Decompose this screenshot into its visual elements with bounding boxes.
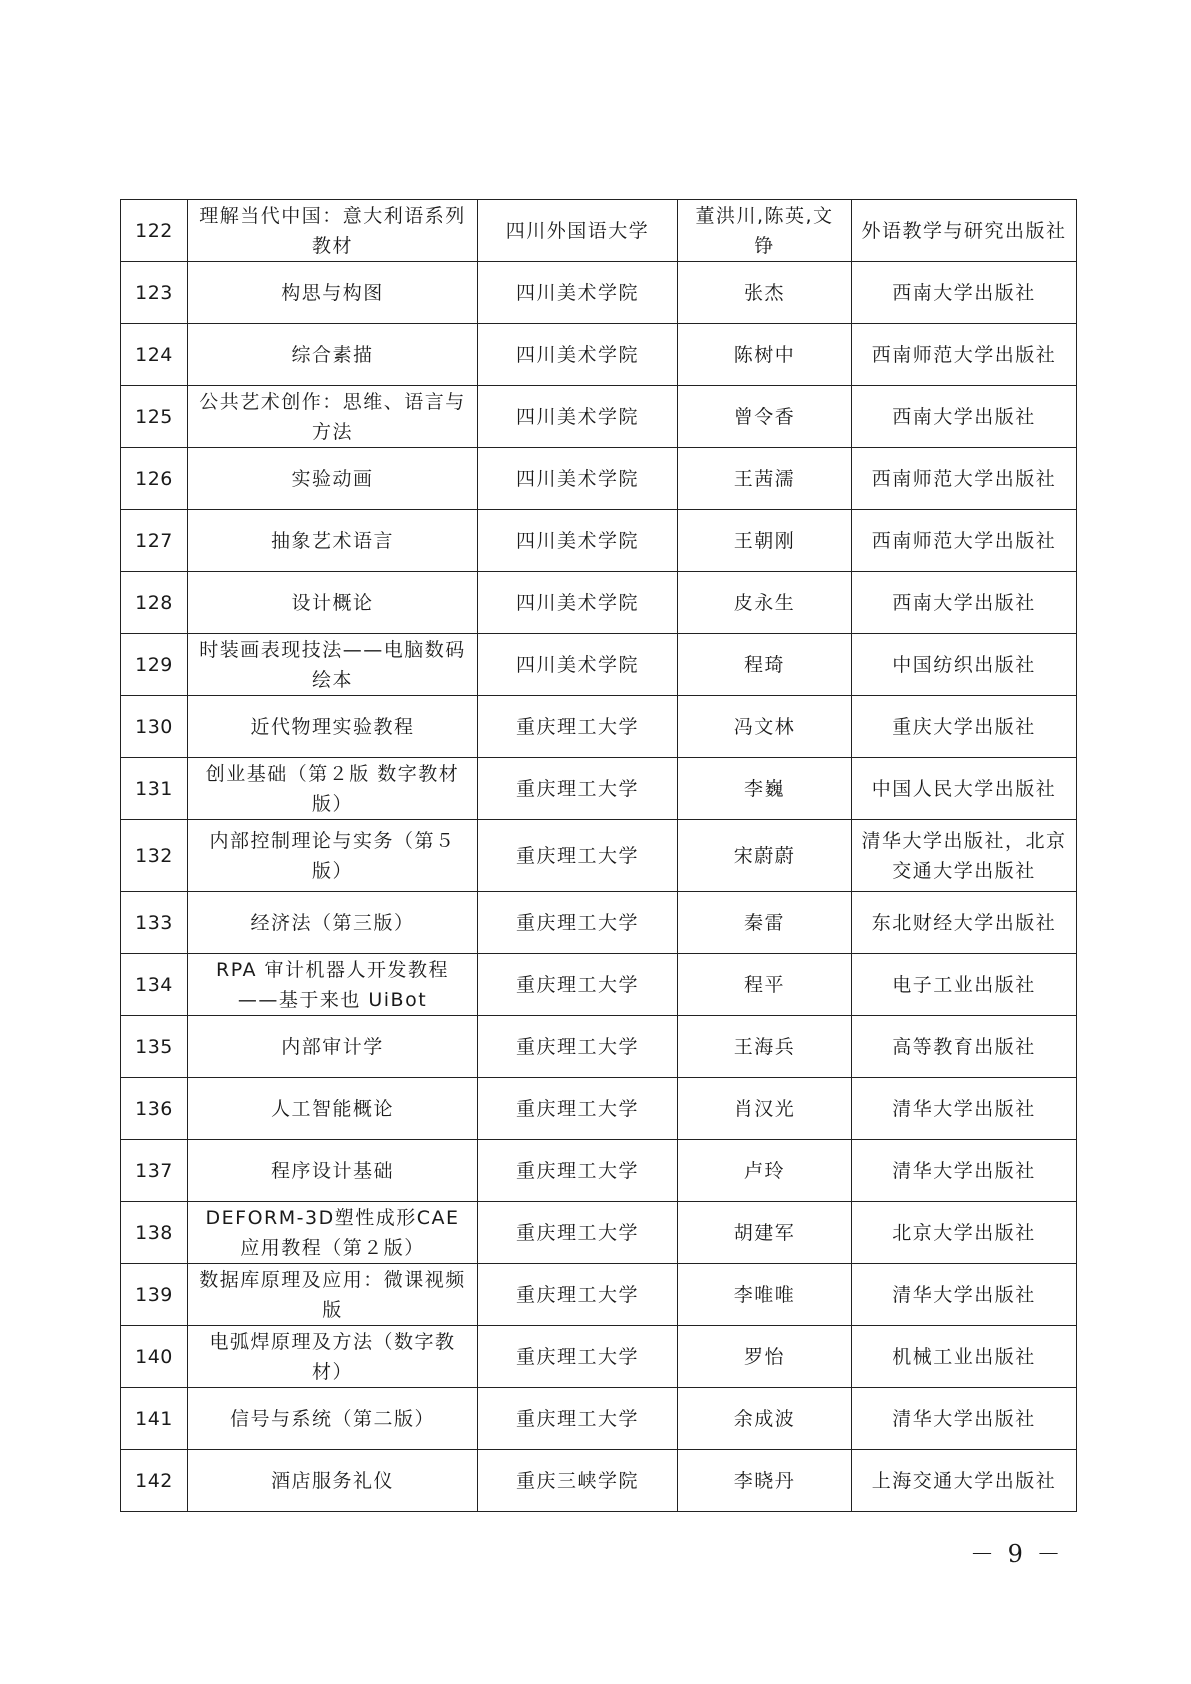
textbook-title: 理解当代中国：意大利语系列教材 xyxy=(188,200,478,262)
row-number: 122 xyxy=(121,200,188,262)
school-name: 重庆理工大学 xyxy=(478,1078,678,1140)
author-name: 程平 xyxy=(678,954,852,1016)
publisher-name: 东北财经大学出版社 xyxy=(852,892,1077,954)
table-row xyxy=(121,262,1077,324)
author-name: 卢玲 xyxy=(678,1140,852,1202)
publisher-name: 西南师范大学出版社 xyxy=(852,324,1077,386)
table-row xyxy=(121,1016,1077,1078)
school-name: 重庆理工大学 xyxy=(478,1264,678,1326)
author-name: 李晓丹 xyxy=(678,1450,852,1512)
publisher-name: 清华大学出版社 xyxy=(852,1264,1077,1326)
row-number: 126 xyxy=(121,448,188,510)
publisher-name: 西南大学出版社 xyxy=(852,386,1077,448)
school-name: 四川外国语大学 xyxy=(478,200,678,262)
row-number: 137 xyxy=(121,1140,188,1202)
publisher-name: 清华大学出版社 xyxy=(852,1140,1077,1202)
table-row xyxy=(121,1140,1077,1202)
publisher-name: 重庆大学出版社 xyxy=(852,696,1077,758)
table-row xyxy=(121,820,1077,892)
row-number: 134 xyxy=(121,954,188,1016)
row-number: 138 xyxy=(121,1202,188,1264)
row-number: 131 xyxy=(121,758,188,820)
school-name: 四川美术学院 xyxy=(478,324,678,386)
table-row xyxy=(121,696,1077,758)
publisher-name: 西南师范大学出版社 xyxy=(852,448,1077,510)
school-name: 重庆理工大学 xyxy=(478,1202,678,1264)
row-number: 129 xyxy=(121,634,188,696)
publisher-name: 中国纺织出版社 xyxy=(852,634,1077,696)
publisher-name: 清华大学出版社，北京交通大学出版社 xyxy=(852,820,1077,892)
textbook-title: 经济法（第三版） xyxy=(188,892,478,954)
author-name: 余成波 xyxy=(678,1388,852,1450)
author-name: 罗怡 xyxy=(678,1326,852,1388)
author-name: 张杰 xyxy=(678,262,852,324)
table-row xyxy=(121,758,1077,820)
school-name: 重庆理工大学 xyxy=(478,892,678,954)
textbook-table xyxy=(120,199,1077,1512)
textbook-title: 实验动画 xyxy=(188,448,478,510)
publisher-name: 清华大学出版社 xyxy=(852,1078,1077,1140)
row-number: 139 xyxy=(121,1264,188,1326)
table-row xyxy=(121,1326,1077,1388)
school-name: 四川美术学院 xyxy=(478,448,678,510)
author-name: 李唯唯 xyxy=(678,1264,852,1326)
table-row xyxy=(121,200,1077,262)
school-name: 重庆理工大学 xyxy=(478,954,678,1016)
textbook-title: 时装画表现技法——电脑数码绘本 xyxy=(188,634,478,696)
publisher-name: 西南大学出版社 xyxy=(852,262,1077,324)
school-name: 重庆理工大学 xyxy=(478,1016,678,1078)
textbook-title: 数据库原理及应用：微课视频版 xyxy=(188,1264,478,1326)
school-name: 重庆理工大学 xyxy=(478,820,678,892)
author-name: 王海兵 xyxy=(678,1016,852,1078)
table-row xyxy=(121,1264,1077,1326)
row-number: 141 xyxy=(121,1388,188,1450)
author-name: 皮永生 xyxy=(678,572,852,634)
page-number: － 9 － xyxy=(970,1540,1064,1568)
publisher-name: 机械工业出版社 xyxy=(852,1326,1077,1388)
row-number: 142 xyxy=(121,1450,188,1512)
row-number: 133 xyxy=(121,892,188,954)
author-name: 程琦 xyxy=(678,634,852,696)
author-name: 陈树中 xyxy=(678,324,852,386)
table-row xyxy=(121,386,1077,448)
school-name: 重庆理工大学 xyxy=(478,1326,678,1388)
author-name: 李巍 xyxy=(678,758,852,820)
author-name: 胡建军 xyxy=(678,1202,852,1264)
table-row xyxy=(121,634,1077,696)
textbook-title: 公共艺术创作：思维、语言与方法 xyxy=(188,386,478,448)
textbook-title: 内部审计学 xyxy=(188,1016,478,1078)
table-row xyxy=(121,510,1077,572)
row-number: 128 xyxy=(121,572,188,634)
publisher-name: 电子工业出版社 xyxy=(852,954,1077,1016)
textbook-title: 综合素描 xyxy=(188,324,478,386)
school-name: 四川美术学院 xyxy=(478,262,678,324)
row-number: 132 xyxy=(121,820,188,892)
textbook-title: 酒店服务礼仪 xyxy=(188,1450,478,1512)
publisher-name: 清华大学出版社 xyxy=(852,1388,1077,1450)
table-row xyxy=(121,1450,1077,1512)
school-name: 重庆理工大学 xyxy=(478,696,678,758)
row-number: 123 xyxy=(121,262,188,324)
author-name: 王朝刚 xyxy=(678,510,852,572)
textbook-title: 近代物理实验教程 xyxy=(188,696,478,758)
row-number: 125 xyxy=(121,386,188,448)
author-name: 宋蔚蔚 xyxy=(678,820,852,892)
row-number: 135 xyxy=(121,1016,188,1078)
school-name: 四川美术学院 xyxy=(478,510,678,572)
author-name: 冯文林 xyxy=(678,696,852,758)
textbook-title: 设计概论 xyxy=(188,572,478,634)
row-number: 140 xyxy=(121,1326,188,1388)
school-name: 重庆理工大学 xyxy=(478,1388,678,1450)
textbook-title: 构思与构图 xyxy=(188,262,478,324)
author-name: 王茜濡 xyxy=(678,448,852,510)
author-name: 董洪川,陈英,文铮 xyxy=(678,200,852,262)
textbook-title: 内部控制理论与实务（第５版） xyxy=(188,820,478,892)
school-name: 四川美术学院 xyxy=(478,634,678,696)
table-row xyxy=(121,572,1077,634)
publisher-name: 上海交通大学出版社 xyxy=(852,1450,1077,1512)
row-number: 136 xyxy=(121,1078,188,1140)
table-row xyxy=(121,954,1077,1016)
row-number: 130 xyxy=(121,696,188,758)
school-name: 重庆理工大学 xyxy=(478,1140,678,1202)
textbook-title: RPA 审计机器人开发教程——基于来也 UiBot xyxy=(188,954,478,1016)
table-row xyxy=(121,1202,1077,1264)
publisher-name: 外语教学与研究出版社 xyxy=(852,200,1077,262)
school-name: 四川美术学院 xyxy=(478,386,678,448)
publisher-name: 高等教育出版社 xyxy=(852,1016,1077,1078)
table-row xyxy=(121,1388,1077,1450)
textbook-title: 程序设计基础 xyxy=(188,1140,478,1202)
publisher-name: 西南师范大学出版社 xyxy=(852,510,1077,572)
textbook-title: 信号与系统（第二版） xyxy=(188,1388,478,1450)
school-name: 重庆三峡学院 xyxy=(478,1450,678,1512)
textbook-title: 创业基础（第２版 数字教材版） xyxy=(188,758,478,820)
textbook-title: DEFORM-3D塑性成形CAE应用教程（第２版） xyxy=(188,1202,478,1264)
textbook-title: 人工智能概论 xyxy=(188,1078,478,1140)
school-name: 重庆理工大学 xyxy=(478,758,678,820)
author-name: 曾令香 xyxy=(678,386,852,448)
textbook-title: 抽象艺术语言 xyxy=(188,510,478,572)
school-name: 四川美术学院 xyxy=(478,572,678,634)
row-number: 127 xyxy=(121,510,188,572)
textbook-title: 电弧焊原理及方法（数字教材） xyxy=(188,1326,478,1388)
table-row xyxy=(121,324,1077,386)
publisher-name: 中国人民大学出版社 xyxy=(852,758,1077,820)
table-row xyxy=(121,1078,1077,1140)
table-row xyxy=(121,892,1077,954)
author-name: 肖汉光 xyxy=(678,1078,852,1140)
row-number: 124 xyxy=(121,324,188,386)
table-row xyxy=(121,448,1077,510)
author-name: 秦雷 xyxy=(678,892,852,954)
publisher-name: 西南大学出版社 xyxy=(852,572,1077,634)
publisher-name: 北京大学出版社 xyxy=(852,1202,1077,1264)
